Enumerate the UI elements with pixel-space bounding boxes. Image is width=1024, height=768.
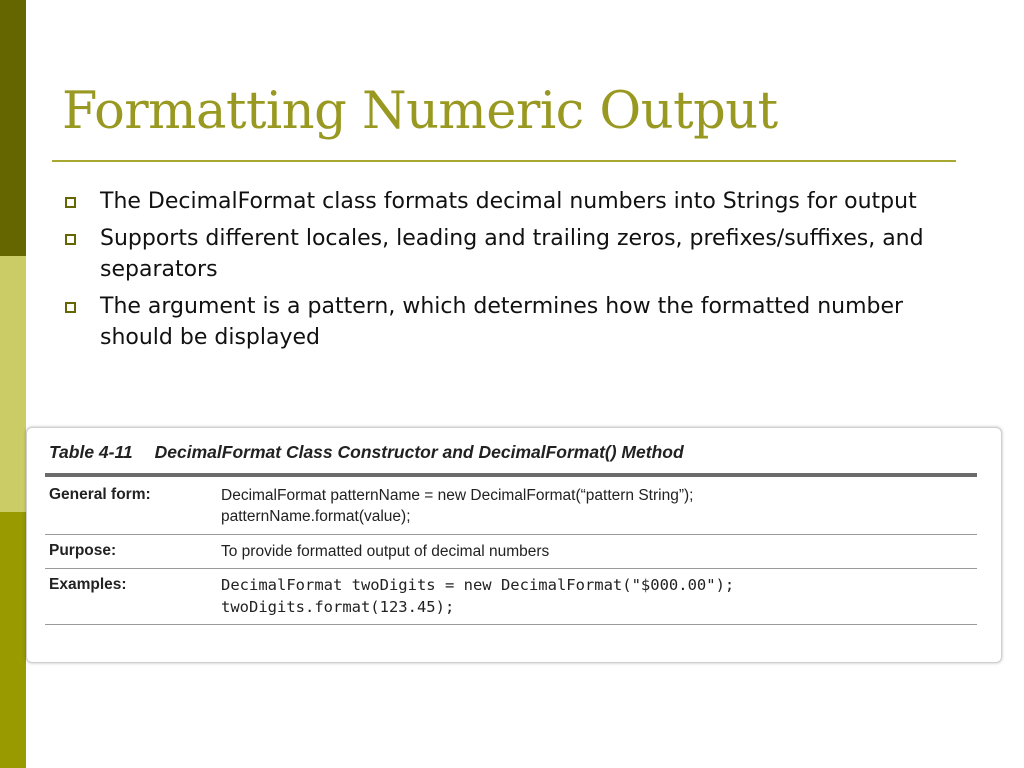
title-underline [52, 160, 956, 162]
bullet-text: Supports different locales, leading and trailing zeros, prefixes/suffixes, and separators [100, 226, 924, 282]
table-number: Table 4-11 [49, 442, 133, 462]
bullet-text: The DecimalFormat class formats decimal numbers into Strings for output [100, 189, 917, 214]
row-value-examples [221, 574, 734, 618]
row-label-general-form: General form: [49, 486, 151, 503]
bullet-item [62, 223, 982, 285]
purpose-line: To provide formatted output of decimal numbers [221, 543, 550, 560]
general-form-line: patternName.format(value); [221, 508, 411, 525]
slide-title: Formatting Numeric Output [62, 82, 778, 141]
general-form-line: DecimalFormat patternName = new DecimalFormat(“pattern String”); [221, 487, 694, 504]
example-code-line: DecimalFormat twoDigits = new DecimalFormat("$000.00"); [221, 576, 735, 594]
square-bullet-icon [65, 197, 76, 208]
decimalformat-table [26, 427, 1002, 663]
side-bar-mid [0, 512, 26, 768]
table-caption-text: DecimalFormat Class Constructor and DecimalFormat() Method [154, 442, 684, 462]
side-bar-dark [0, 0, 26, 256]
bullet-text: The argument is a pattern, which determines how the formatted number should be displayed [100, 294, 904, 350]
row-label-purpose: Purpose: [49, 542, 117, 559]
bullet-item [62, 291, 982, 353]
side-bar-light [0, 256, 26, 512]
bullet-item [62, 186, 982, 217]
row-divider [45, 624, 977, 625]
table-caption [49, 442, 684, 463]
row-label-examples: Examples: [49, 576, 127, 593]
row-value-general-form [221, 485, 693, 527]
row-value-purpose [221, 541, 549, 562]
bullet-list [62, 186, 982, 359]
row-divider [45, 534, 977, 535]
caption-rule [45, 473, 977, 477]
square-bullet-icon [65, 302, 76, 313]
row-divider [45, 568, 977, 569]
square-bullet-icon [65, 234, 76, 245]
example-code-line: twoDigits.format(123.45); [221, 598, 455, 616]
